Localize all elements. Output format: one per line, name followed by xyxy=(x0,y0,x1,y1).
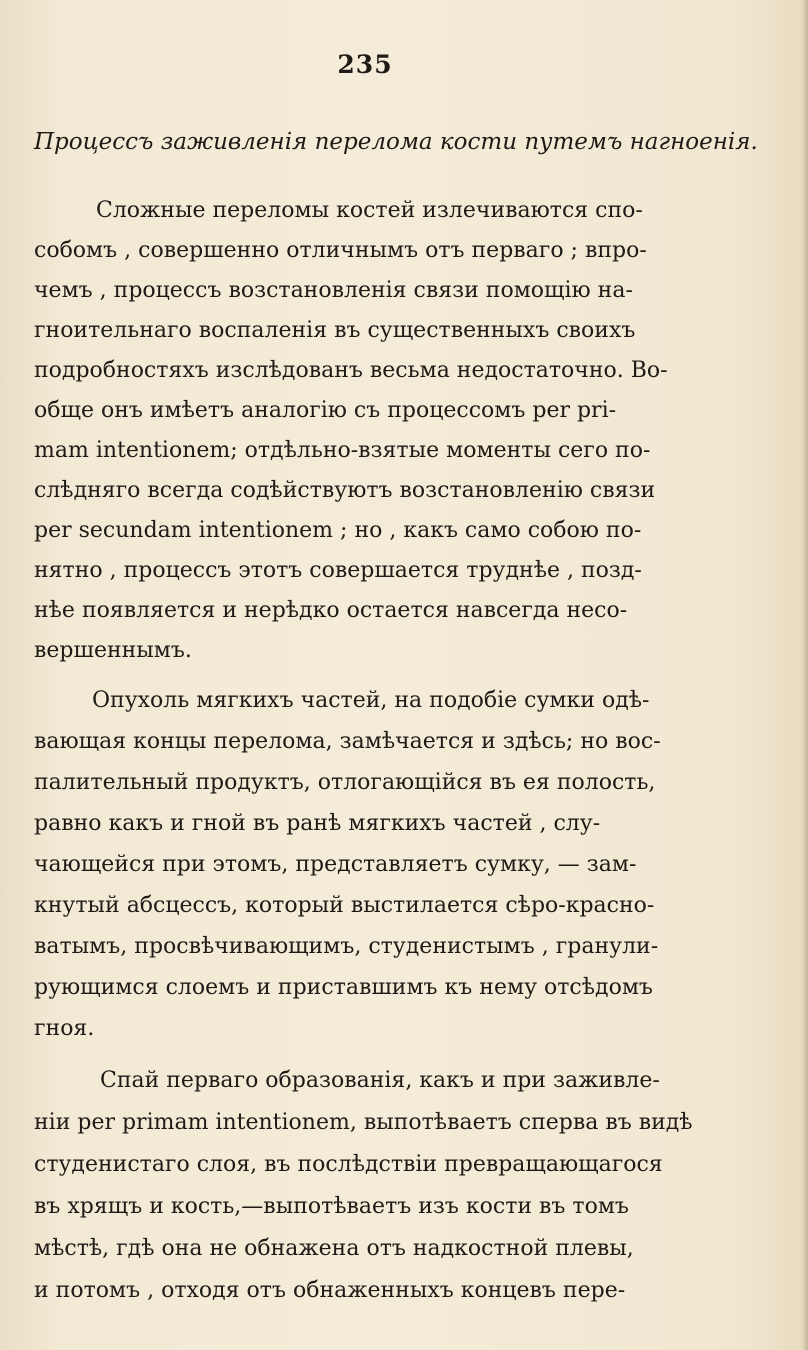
text-line: въ хрящъ и кость,—выпотѣваетъ изъ кости въ томъ xyxy=(34,1194,629,1219)
text-line: подробностяхъ изслѣдованъ весьма недостаточно. Во- xyxy=(34,358,668,383)
text-line: рующимся слоемъ и приставшимъ къ нему отсѣдомъ xyxy=(34,975,653,1000)
text-line: обще онъ имѣетъ аналогію съ процессомъ per pri- xyxy=(34,398,617,423)
section-heading: Процессъ заживленія перелома кости путемъ нагноенія. xyxy=(34,129,758,155)
text-line: гноительнаго воспаленія въ существенныхъ своихъ xyxy=(34,318,636,343)
text-line: вающая концы перелома, замѣчается и здѣсь; но вос- xyxy=(34,729,661,754)
text-line: Спай перваго образованія, какъ и при заживле- xyxy=(100,1068,660,1093)
text-line: студенистаго слоя, въ послѣдствіи превращающагося xyxy=(34,1152,663,1177)
text-line: ніи per primam intentionem, выпотѣваетъ сперва въ видѣ xyxy=(34,1110,693,1135)
text-line: гноя. xyxy=(34,1016,95,1041)
text-line: ватымъ, просвѣчивающимъ, студенистымъ , гранули- xyxy=(34,934,659,959)
text-line: нятно , процессъ этотъ совершается труднѣе , позд- xyxy=(34,558,642,583)
text-line: mam intentionem; отдѣльно-взятые моменты сего по- xyxy=(34,438,651,463)
text-line: Опухоль мягкихъ частей, на подобіе сумки одѣ- xyxy=(92,688,650,713)
text-line: равно какъ и гной въ ранѣ мягкихъ частей , слу- xyxy=(34,811,601,836)
text-line: чемъ , процессъ возстановленія связи помощію на- xyxy=(34,278,633,303)
text-line: палительный продуктъ, отлогающійся въ ея полость, xyxy=(34,770,656,795)
text-line: мѣстѣ, гдѣ она не обнажена отъ надкостной плевы, xyxy=(34,1236,634,1261)
text-line: слѣдняго всегда содѣйствуютъ возстановленію связи xyxy=(34,478,656,503)
page-edge-shadow xyxy=(802,0,808,1350)
text-line: Сложные переломы костей излечиваются спо- xyxy=(96,198,643,223)
text-line: кнутый абсцессъ, который выстилается сѣро-красно- xyxy=(34,893,655,918)
text-line: чающейся при этомъ, представляетъ сумку, — зам- xyxy=(34,852,637,877)
text-line: собомъ , совершенно отличнымъ отъ перваго ; впро- xyxy=(34,238,647,263)
page-number: 235 xyxy=(337,50,393,79)
text-line: вершеннымъ. xyxy=(34,638,192,663)
text-line: нѣе появляется и нерѣдко остается навсегда несо- xyxy=(34,598,628,623)
text-line: per secundam intentionem ; но , какъ само собою по- xyxy=(34,518,642,543)
text-line: и потомъ , отходя отъ обнаженныхъ концевъ пере- xyxy=(34,1278,626,1303)
